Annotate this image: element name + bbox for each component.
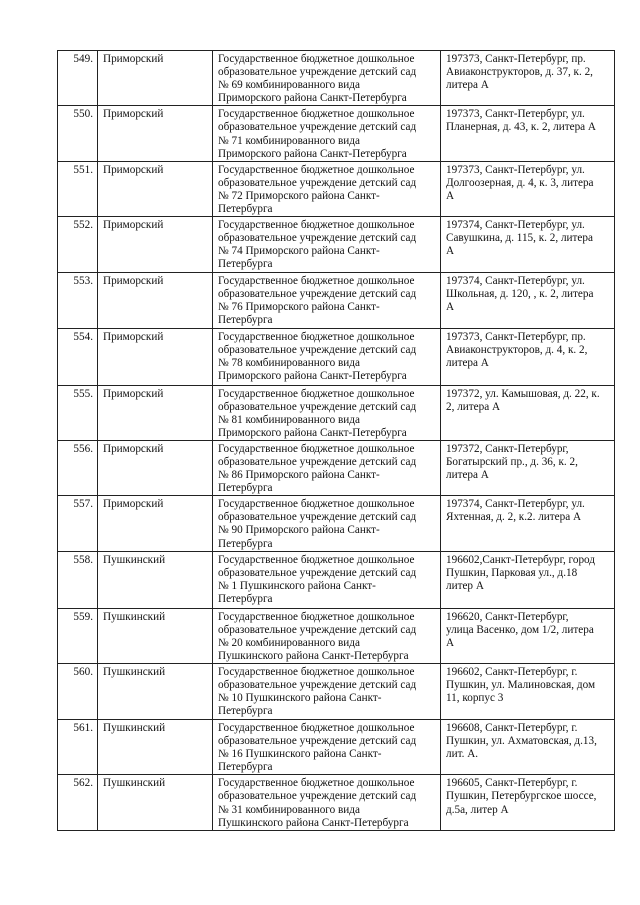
district-cell: Приморский — [98, 217, 213, 272]
address-cell — [441, 551, 615, 608]
table-row — [58, 51, 615, 106]
institution-name-cell-line: Пушкинского района Санкт-Петербурга — [218, 649, 409, 662]
institution-name-cell — [213, 775, 441, 830]
institution-name-cell-line: образовательное учреждение детский сад — [218, 790, 417, 803]
district-cell: Приморский — [98, 106, 213, 161]
institution-name-cell-line: образовательное учреждение детский сад — [218, 121, 417, 134]
institution-name-cell-line: Петербурга — [218, 592, 273, 605]
table-row — [58, 161, 615, 216]
address-cell-line: 197374, Санкт-Петербург, ул. — [446, 219, 585, 232]
institution-name-cell-line: Петербурга — [218, 705, 273, 718]
institution-name-cell-line: образовательное учреждение детский сад — [218, 679, 417, 692]
institution-name-cell-line: Петербурга — [218, 537, 273, 550]
institution-name-cell-line: Государственное бюджетное дошкольное — [218, 553, 415, 566]
institution-name-cell-line: Приморского района Санкт-Петербурга — [218, 92, 407, 105]
table-row — [58, 720, 615, 775]
row-number: 553. — [58, 272, 98, 328]
institution-name-cell-line: Петербурга — [218, 313, 273, 326]
address-cell-line: 11, корпус 3 — [446, 692, 504, 705]
institution-name-cell — [213, 551, 441, 608]
address-cell-line: улица Васенко, дом 1/2, литера — [446, 623, 594, 636]
institution-name-cell — [213, 106, 441, 161]
table-row — [58, 775, 615, 830]
table-row — [58, 272, 615, 328]
address-cell-line: А — [446, 636, 455, 649]
institution-name-cell-line: образовательное учреждение детский сад — [218, 511, 417, 524]
institution-name-cell — [213, 217, 441, 272]
table-row — [58, 608, 615, 663]
institutions-table — [57, 50, 615, 831]
district-cell: Пушкинский — [98, 551, 213, 608]
row-number: 560. — [58, 664, 98, 720]
institution-name-cell — [213, 385, 441, 440]
institution-name-cell-line: Государственное бюджетное дошкольное — [218, 498, 415, 511]
institution-name-cell-line: образовательное учреждение детский сад — [218, 176, 417, 189]
address-cell-line: 196602, Санкт-Петербург, г. — [446, 666, 578, 678]
address-cell-line: 197373, Санкт-Петербург, пр. — [446, 330, 586, 343]
address-cell — [441, 720, 615, 775]
address-cell-line: 197374, Санкт-Петербург, ул. — [446, 498, 585, 511]
institution-name-cell — [213, 328, 441, 385]
address-cell-line: Яхтенная, д. 2, к.2. литера А — [446, 511, 582, 524]
district-cell: Приморский — [98, 496, 213, 551]
institution-name-cell-line: № 81 комбинированного вида — [218, 413, 360, 426]
address-cell — [441, 775, 615, 830]
institution-name-cell-line: Государственное бюджетное дошкольное — [218, 219, 415, 232]
institution-name-cell-line: № 71 комбинированного вида — [218, 134, 360, 147]
institution-name-cell-line: образовательное учреждение детский сад — [218, 566, 417, 579]
institution-name-cell-line: Государственное бюджетное дошкольное — [218, 387, 415, 400]
row-number: 559. — [58, 608, 98, 663]
row-number: 556. — [58, 440, 98, 495]
institution-name-cell — [213, 720, 441, 775]
institution-name-cell — [213, 272, 441, 328]
table-body — [58, 51, 615, 831]
district-cell: Приморский — [98, 328, 213, 385]
district-cell: Пушкинский — [98, 775, 213, 830]
address-cell-line: Пушкин, ул. Малиновская, дом — [446, 679, 596, 692]
address-cell-line: А — [446, 189, 455, 202]
institution-name-cell-line: № 20 комбинированного вида — [218, 636, 360, 649]
institution-name-cell-line: Государственное бюджетное дошкольное — [218, 108, 415, 121]
address-cell — [441, 385, 615, 440]
institution-name-cell-line: № 76 Приморского района Санкт- — [218, 300, 380, 313]
institution-name-cell — [213, 496, 441, 551]
row-number: 555. — [58, 385, 98, 440]
institution-name-cell-line: № 86 Приморского района Санкт- — [218, 469, 380, 482]
address-cell-line: литера А — [446, 79, 489, 92]
address-cell-line: Школьная, д. 120, , к. 2, литера — [446, 287, 594, 300]
institution-name-cell-line: № 10 Пушкинского района Санкт- — [218, 692, 382, 705]
district-cell: Приморский — [98, 51, 213, 106]
institution-name-cell-line: Приморского района Санкт-Петербурга — [218, 147, 407, 160]
address-cell-line: литера А — [446, 469, 489, 482]
address-cell-line: литера А — [446, 356, 489, 369]
institution-name-cell-line: образовательное учреждение детский сад — [218, 735, 417, 748]
row-number: 557. — [58, 496, 98, 551]
address-cell-line: 196602,Санкт-Петербург, город — [446, 553, 596, 566]
address-cell-line: 197373, Санкт-Петербург, пр. — [446, 53, 586, 65]
institution-name-cell-line: образовательное учреждение детский сад — [218, 66, 417, 79]
address-cell-line: Авиаконструкторов, д. 4, к. 2, — [446, 343, 588, 356]
row-number: 554. — [58, 328, 98, 385]
address-cell — [441, 496, 615, 551]
address-cell-line: 197372, Санкт-Петербург, — [446, 442, 569, 455]
institution-name-cell — [213, 664, 441, 720]
district-cell: Пушкинский — [98, 608, 213, 663]
district-cell: Приморский — [98, 161, 213, 216]
institution-name-cell-line: Петербурга — [218, 203, 273, 216]
address-cell-line: 197373, Санкт-Петербург, ул. — [446, 163, 585, 176]
row-number: 561. — [58, 720, 98, 775]
row-number: 562. — [58, 775, 98, 830]
address-cell — [441, 106, 615, 161]
institution-name-cell-line: образовательное учреждение детский сад — [218, 400, 417, 413]
address-cell-line: Пушкин, Парковая ул., д.18 — [446, 566, 578, 579]
address-cell — [441, 328, 615, 385]
institution-name-cell-line: образовательное учреждение детский сад — [218, 287, 417, 300]
institution-name-cell-line: Приморского района Санкт-Петербурга — [218, 369, 407, 382]
address-cell — [441, 440, 615, 495]
institution-name-cell-line: Государственное бюджетное дошкольное — [218, 330, 415, 343]
address-cell-line: 196605, Санкт-Петербург, г. — [446, 777, 578, 790]
address-cell-line: литер А — [446, 579, 484, 592]
institution-name-cell-line: № 78 комбинированного вида — [218, 356, 360, 369]
table-row — [58, 106, 615, 161]
address-cell-line: д.5а, литер А — [446, 803, 509, 816]
address-cell-line: 196620, Санкт-Петербург, — [446, 610, 569, 623]
table-row — [58, 385, 615, 440]
institution-name-cell-line: Государственное бюджетное дошкольное — [218, 442, 415, 455]
institution-name-cell-line: Государственное бюджетное дошкольное — [218, 163, 415, 176]
table-row — [58, 440, 615, 495]
district-cell: Пушкинский — [98, 664, 213, 720]
address-cell-line: Пушкин, ул. Ахматовская, д.13, — [446, 735, 597, 748]
table-row — [58, 664, 615, 720]
institution-name-cell-line: Петербурга — [218, 482, 273, 495]
institution-name-cell-line: № 72 Приморского района Санкт- — [218, 189, 380, 202]
institution-name-cell-line: Государственное бюджетное дошкольное — [218, 53, 415, 65]
address-cell-line: 197374, Санкт-Петербург, ул. — [446, 274, 585, 287]
institution-name-cell — [213, 440, 441, 495]
institution-name-cell-line: Пушкинского района Санкт-Петербурга — [218, 816, 409, 829]
institution-name-cell-line: Государственное бюджетное дошкольное — [218, 274, 415, 287]
institution-name-cell-line: образовательное учреждение детский сад — [218, 623, 417, 636]
address-cell-line: 196608, Санкт-Петербург, г. — [446, 722, 578, 734]
institution-name-cell-line: № 31 комбинированного вида — [218, 803, 360, 816]
institution-name-cell-line: Петербурга — [218, 258, 273, 271]
address-cell — [441, 161, 615, 216]
row-number: 549. — [58, 51, 98, 106]
institution-name-cell-line: № 69 комбинированного вида — [218, 79, 360, 92]
district-cell: Приморский — [98, 385, 213, 440]
table-row — [58, 551, 615, 608]
district-cell: Приморский — [98, 272, 213, 328]
row-number: 558. — [58, 551, 98, 608]
institution-name-cell-line: образовательное учреждение детский сад — [218, 343, 417, 356]
table-row — [58, 328, 615, 385]
address-cell-line: А — [446, 300, 455, 313]
institution-name-cell-line: Государственное бюджетное дошкольное — [218, 666, 415, 678]
address-cell — [441, 272, 615, 328]
address-cell-line: Авиаконструкторов, д. 37, к. 2, — [446, 66, 593, 79]
district-cell: Приморский — [98, 440, 213, 495]
institution-name-cell-line: № 74 Приморского района Санкт- — [218, 245, 380, 258]
row-number: 551. — [58, 161, 98, 216]
address-cell-line: лит. А. — [446, 748, 479, 761]
address-cell-line: Савушкина, д. 115, к. 2, литера — [446, 232, 593, 245]
address-cell — [441, 51, 615, 106]
institution-name-cell-line: № 16 Пушкинского района Санкт- — [218, 748, 382, 761]
address-cell-line: Долгоозерная, д. 4, к. 3, литера — [446, 176, 594, 189]
institution-name-cell-line: Петербурга — [218, 761, 273, 774]
address-cell-line: А — [446, 245, 455, 258]
address-cell-line: Пушкин, Петербургское шоссе, — [446, 790, 597, 803]
district-cell: Пушкинский — [98, 720, 213, 775]
institution-name-cell-line: образовательное учреждение детский сад — [218, 455, 417, 468]
address-cell — [441, 608, 615, 663]
address-cell — [441, 217, 615, 272]
institution-name-cell — [213, 608, 441, 663]
row-number: 550. — [58, 106, 98, 161]
institution-name-cell-line: Государственное бюджетное дошкольное — [218, 777, 415, 790]
address-cell-line: 2, литера А — [446, 400, 501, 413]
address-cell-line: 197373, Санкт-Петербург, ул. — [446, 108, 585, 121]
institution-name-cell-line: образовательное учреждение детский сад — [218, 232, 417, 245]
institution-name-cell-line: Государственное бюджетное дошкольное — [218, 722, 415, 734]
institution-name-cell — [213, 51, 441, 106]
institution-name-cell-line: № 90 Приморского района Санкт- — [218, 524, 380, 537]
table-row — [58, 217, 615, 272]
address-cell-line: 197372, ул. Камышовая, д. 22, к. — [446, 387, 600, 400]
row-number: 552. — [58, 217, 98, 272]
address-cell — [441, 664, 615, 720]
address-cell-line: Планерная, д. 43, к. 2, литера А — [446, 121, 597, 134]
table-row — [58, 496, 615, 551]
institution-name-cell-line: Государственное бюджетное дошкольное — [218, 610, 415, 623]
address-cell-line: Богатырский пр., д. 36, к. 2, — [446, 455, 578, 468]
institution-name-cell — [213, 161, 441, 216]
institution-name-cell-line: Приморского района Санкт-Петербурга — [218, 426, 407, 439]
institution-name-cell-line: № 1 Пушкинского района Санкт- — [218, 579, 376, 592]
